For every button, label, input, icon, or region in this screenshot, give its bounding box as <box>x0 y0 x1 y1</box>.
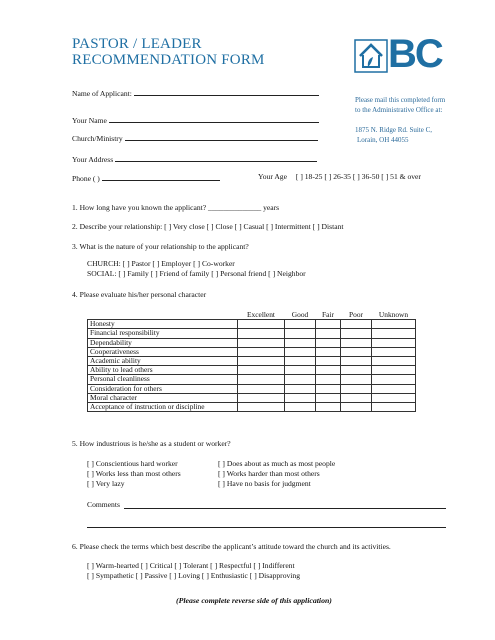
industry-option[interactable]: [ ] Works harder than most others <box>218 469 320 478</box>
rating-cell[interactable] <box>238 338 285 347</box>
applicant-name-label: Name of Applicant: <box>72 89 132 98</box>
mail-instruction-line1: Please mail this completed form <box>355 96 446 104</box>
rating-cell[interactable] <box>372 338 416 347</box>
question-3: 3. What is the nature of your relationship to the applicant? <box>72 242 249 251</box>
rating-cell[interactable] <box>341 320 372 329</box>
trait-label: Consideration for others <box>88 384 238 393</box>
mail-address-line2: Lorain, OH 44055 <box>357 136 409 144</box>
church-line[interactable] <box>125 132 318 141</box>
trait-label: Acceptance of instruction or discipline <box>88 403 238 412</box>
character-evaluation-table <box>87 311 416 412</box>
industry-option[interactable]: [ ] Conscientious hard worker <box>87 459 178 468</box>
question-6: 6. Please check the terms which best describe the applicant’s attitude toward the church and its activities. <box>72 542 391 551</box>
rating-cell[interactable] <box>341 384 372 393</box>
rating-cell[interactable] <box>316 384 341 393</box>
rating-cell[interactable] <box>316 320 341 329</box>
rating-cell[interactable] <box>372 366 416 375</box>
rating-cell[interactable] <box>238 403 285 412</box>
rating-cell[interactable] <box>341 347 372 356</box>
question-2[interactable]: 2. Describe your relationship: [ ] Very close [ ] Close [ ] Casual [ ] Intermittent [ ] Distant <box>72 222 344 231</box>
column-header-excellent: Excellent <box>238 311 285 320</box>
rating-cell[interactable] <box>341 329 372 338</box>
trait-label: Moral character <box>88 393 238 402</box>
rating-cell[interactable] <box>372 375 416 384</box>
rating-cell[interactable] <box>316 347 341 356</box>
rating-cell[interactable] <box>285 329 316 338</box>
industry-option[interactable]: [ ] Does about as much as most people <box>218 459 336 468</box>
rating-cell[interactable] <box>341 375 372 384</box>
organization-logo <box>354 32 442 76</box>
question-4: 4. Please evaluate his/her personal character <box>72 290 207 299</box>
rating-cell[interactable] <box>238 357 285 366</box>
industry-option[interactable]: [ ] Works less than most others <box>87 469 181 478</box>
comments-label: Comments <box>87 500 120 509</box>
trait-label: Dependability <box>88 338 238 347</box>
your-name-field[interactable] <box>72 114 319 125</box>
column-header-poor: Poor <box>341 311 372 320</box>
address-label: Your Address <box>72 155 114 164</box>
social-relationship-options[interactable]: SOCIAL: [ ] Family [ ] Friend of family [ ] Personal friend [ ] Neighbor <box>87 269 306 278</box>
logo-letters: BC <box>388 32 442 76</box>
attitude-options-row-1[interactable]: [ ] Warm-hearted [ ] Critical [ ] Tolerant [ ] Respectful [ ] Indifferent <box>87 561 295 570</box>
rating-cell[interactable] <box>285 375 316 384</box>
attitude-options-row-2[interactable]: [ ] Sympathetic [ ] Passive [ ] Loving [ ] Enthusiastic [ ] Disapproving <box>87 571 301 580</box>
rating-cell[interactable] <box>372 329 416 338</box>
comments-line-2[interactable] <box>87 527 446 528</box>
table-header-row <box>88 311 416 320</box>
rating-cell[interactable] <box>285 320 316 329</box>
rating-cell[interactable] <box>341 403 372 412</box>
form-title-line2: RECOMMENDATION FORM <box>72 52 265 68</box>
reverse-side-note: (Please complete reverse side of this application) <box>176 596 332 605</box>
rating-cell[interactable] <box>316 403 341 412</box>
rating-cell[interactable] <box>285 403 316 412</box>
table-row <box>88 375 416 384</box>
church-label: Church/Ministry <box>72 134 123 143</box>
rating-cell[interactable] <box>316 329 341 338</box>
rating-cell[interactable] <box>341 393 372 402</box>
age-field[interactable] <box>258 172 421 181</box>
your-name-line[interactable] <box>109 114 319 123</box>
age-options[interactable]: [ ] 18-25 [ ] 26-35 [ ] 36-50 [ ] 51 & over <box>295 172 421 181</box>
industry-option[interactable]: [ ] Very lazy <box>87 479 125 488</box>
comments-line-1[interactable] <box>124 508 446 509</box>
column-header-good: Good <box>285 311 316 320</box>
age-label: Your Age <box>258 172 287 181</box>
rating-cell[interactable] <box>316 357 341 366</box>
rating-cell[interactable] <box>341 366 372 375</box>
table-row <box>88 338 416 347</box>
rating-cell[interactable] <box>285 347 316 356</box>
rating-cell[interactable] <box>372 403 416 412</box>
rating-cell[interactable] <box>285 384 316 393</box>
applicant-name-field[interactable] <box>72 87 319 98</box>
rating-cell[interactable] <box>238 384 285 393</box>
rating-cell[interactable] <box>238 366 285 375</box>
mail-address-line1: 1875 N. Ridge Rd. Suite C, <box>355 126 433 134</box>
question-5: 5. How industrious is he/she as a student or worker? <box>72 439 231 448</box>
address-field[interactable] <box>72 153 317 164</box>
trait-label: Personal cleanliness <box>88 375 238 384</box>
mail-instruction-line2: to the Administrative Office at: <box>355 106 443 114</box>
rating-cell[interactable] <box>316 393 341 402</box>
phone-label: Phone ( ) <box>72 174 100 183</box>
question-1[interactable]: 1. How long have you known the applicant? ______________ years <box>72 203 280 212</box>
rating-cell[interactable] <box>238 375 285 384</box>
rating-cell[interactable] <box>372 384 416 393</box>
rating-cell[interactable] <box>238 320 285 329</box>
rating-cell[interactable] <box>285 366 316 375</box>
rating-cell[interactable] <box>372 320 416 329</box>
column-header-unknown: Unknown <box>372 311 416 320</box>
trait-label: Ability to lead others <box>88 366 238 375</box>
rating-cell[interactable] <box>285 338 316 347</box>
applicant-name-line[interactable] <box>134 87 319 96</box>
address-line[interactable] <box>115 153 317 162</box>
rating-cell[interactable] <box>372 347 416 356</box>
trait-label: Academic ability <box>88 357 238 366</box>
industry-option[interactable]: [ ] Have no basis for judgment <box>218 479 311 488</box>
table-row <box>88 403 416 412</box>
rating-cell[interactable] <box>238 393 285 402</box>
trait-label: Honesty <box>88 320 238 329</box>
rating-cell[interactable] <box>372 393 416 402</box>
rating-cell[interactable] <box>316 338 341 347</box>
rating-cell[interactable] <box>285 357 316 366</box>
rating-cell[interactable] <box>316 375 341 384</box>
trait-label: Financial responsibility <box>88 329 238 338</box>
rating-cell[interactable] <box>316 366 341 375</box>
your-name-label: Your Name <box>72 116 107 125</box>
church-field[interactable] <box>72 132 318 143</box>
rating-cell[interactable] <box>238 347 285 356</box>
phone-field[interactable] <box>72 172 220 183</box>
table-row <box>88 329 416 338</box>
column-header-fair: Fair <box>316 311 341 320</box>
rating-cell[interactable] <box>372 357 416 366</box>
rating-cell[interactable] <box>285 393 316 402</box>
rating-cell[interactable] <box>238 329 285 338</box>
table-row <box>88 384 416 393</box>
form-title-line1: PASTOR / LEADER <box>72 36 202 52</box>
rating-cell[interactable] <box>341 357 372 366</box>
trait-label: Cooperativeness <box>88 347 238 356</box>
church-relationship-options[interactable]: CHURCH: [ ] Pastor [ ] Employer [ ] Co-worker <box>87 259 235 268</box>
rating-cell[interactable] <box>341 338 372 347</box>
phone-line[interactable] <box>102 172 220 181</box>
